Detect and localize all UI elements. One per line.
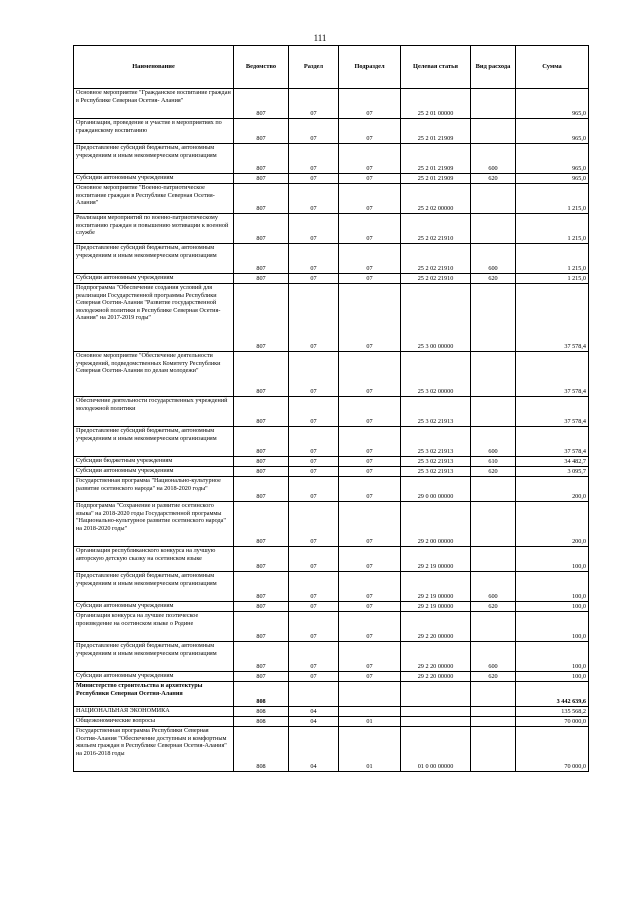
row-sum: 1 215,0	[516, 274, 589, 284]
row-ministry: 807	[234, 547, 289, 572]
table-row	[74, 397, 589, 427]
row-subsection	[339, 707, 401, 717]
row-expense-type: 610	[471, 457, 516, 467]
row-subsection: 07	[339, 284, 401, 352]
row-name: Предоставление субсидий бюджетным, автономным учреждениям и иным некоммерческим организациям	[74, 144, 234, 174]
row-name: Предоставление субсидий бюджетным, автономным учреждениям и иным некоммерческим организациям	[74, 244, 234, 274]
row-sum: 135 568,2	[516, 707, 589, 717]
budget-table	[73, 45, 589, 772]
row-ministry: 807	[234, 274, 289, 284]
row-expense-type: 620	[471, 174, 516, 184]
row-name: Субсидии автономным учреждениям	[74, 672, 234, 682]
row-target	[401, 707, 471, 717]
row-target: 25 2 02 00000	[401, 184, 471, 214]
row-name: Государственная программа Республики Северная Осетия-Алания "Обеспечение доступным и комфортным жильем граждан в Республике Северная Осетия-Алания" на 2016-2018 годы	[74, 727, 234, 772]
row-ministry: 807	[234, 572, 289, 602]
row-expense-type	[471, 682, 516, 707]
row-section: 04	[289, 707, 339, 717]
row-ministry: 807	[234, 467, 289, 477]
row-ministry: 808	[234, 682, 289, 707]
table-row	[74, 284, 589, 352]
row-target: 25 2 01 21909	[401, 174, 471, 184]
row-section: 07	[289, 274, 339, 284]
row-target: 29 2 20 00000	[401, 642, 471, 672]
row-expense-type	[471, 352, 516, 397]
row-target: 29 2 19 00000	[401, 547, 471, 572]
row-name: Подпрограмма "Сохранение и развитие осетинского языка" на 2018-2020 годы Государственной программы "Национально-культурное развитие осетинского народа" на 2018-2020 годы"	[74, 502, 234, 547]
row-expense-type: 600	[471, 244, 516, 274]
row-section: 07	[289, 612, 339, 642]
row-name: Субсидии автономным учреждениям	[74, 174, 234, 184]
row-name: Государственная программа "Национально-культурное развитие осетинского народа" на 2018-2020 годы"	[74, 477, 234, 502]
row-target: 25 3 02 21913	[401, 467, 471, 477]
table-row	[74, 602, 589, 612]
row-target: 29 2 00 00000	[401, 502, 471, 547]
row-sum: 37 578,4	[516, 397, 589, 427]
row-sum: 1 215,0	[516, 184, 589, 214]
row-subsection: 07	[339, 214, 401, 244]
row-ministry: 807	[234, 174, 289, 184]
header-target: Целевая статья	[401, 46, 471, 89]
row-ministry: 807	[234, 119, 289, 144]
row-sum: 100,0	[516, 672, 589, 682]
row-section: 07	[289, 572, 339, 602]
row-expense-type: 620	[471, 672, 516, 682]
row-subsection: 07	[339, 672, 401, 682]
table-row	[74, 457, 589, 467]
row-target: 25 2 01 21909	[401, 119, 471, 144]
row-ministry: 808	[234, 707, 289, 717]
row-target: 29 2 19 00000	[401, 572, 471, 602]
header-sum: Сумма	[516, 46, 589, 89]
row-section: 07	[289, 284, 339, 352]
row-expense-type	[471, 284, 516, 352]
row-subsection: 07	[339, 477, 401, 502]
row-section: 07	[289, 547, 339, 572]
row-ministry: 807	[234, 89, 289, 119]
row-section: 07	[289, 602, 339, 612]
row-subsection: 07	[339, 144, 401, 174]
row-section: 07	[289, 477, 339, 502]
row-subsection: 01	[339, 717, 401, 727]
row-ministry: 807	[234, 672, 289, 682]
row-section: 07	[289, 427, 339, 457]
row-target: 29 0 00 00000	[401, 477, 471, 502]
row-name: Организация конкурса на лучшее поэтическое произведение на осетинском языке о Родине	[74, 612, 234, 642]
table-row	[74, 214, 589, 244]
row-ministry: 807	[234, 642, 289, 672]
row-target: 25 3 02 21913	[401, 457, 471, 467]
table-row	[74, 502, 589, 547]
row-name: Субсидии автономным учреждениям	[74, 467, 234, 477]
row-expense-type: 600	[471, 572, 516, 602]
row-target: 25 3 02 00000	[401, 352, 471, 397]
row-subsection: 07	[339, 89, 401, 119]
row-target: 25 2 02 21910	[401, 244, 471, 274]
row-subsection: 07	[339, 572, 401, 602]
row-section: 04	[289, 717, 339, 727]
row-section: 07	[289, 502, 339, 547]
row-expense-type	[471, 717, 516, 727]
row-section: 07	[289, 467, 339, 477]
row-ministry: 807	[234, 214, 289, 244]
row-target: 25 2 02 21910	[401, 274, 471, 284]
header-ministry: Ведомство	[234, 46, 289, 89]
row-section: 07	[289, 397, 339, 427]
table-row	[74, 642, 589, 672]
table-row	[74, 547, 589, 572]
row-subsection: 07	[339, 352, 401, 397]
table-row	[74, 467, 589, 477]
row-section: 07	[289, 352, 339, 397]
row-ministry: 807	[234, 184, 289, 214]
table-row	[74, 89, 589, 119]
row-subsection: 07	[339, 184, 401, 214]
row-subsection	[339, 682, 401, 707]
row-expense-type	[471, 214, 516, 244]
row-name: Реализация мероприятий по военно-патриотическому воспитанию граждан и повышению мотивации к военной службе	[74, 214, 234, 244]
row-name: Подпрограмма "Обеспечение создания условий для реализации Государственной программы Республики Северная Осетия-Алания "Развитие государственной молодежной политики в Республике Северная Осетия-Алания" на 2017-2019 годы"	[74, 284, 234, 352]
row-name: Основное мероприятие "Военно-патриотическое воспитание граждан в Республике Северная Осетия- Алания"	[74, 184, 234, 214]
table-row	[74, 427, 589, 457]
row-name: Предоставление субсидий бюджетным, автономным учреждениям и иным некоммерческим организациям	[74, 642, 234, 672]
row-ministry: 807	[234, 352, 289, 397]
row-name: Основное мероприятие "Обеспечение деятельности учреждений, подведомственных Комитету Республики Северная Осетия-Алания по делам молодежи"	[74, 352, 234, 397]
row-expense-type: 600	[471, 427, 516, 457]
row-name: Общеэкономические вопросы	[74, 717, 234, 727]
row-expense-type	[471, 397, 516, 427]
table-row	[74, 682, 589, 707]
row-sum: 37 578,4	[516, 352, 589, 397]
row-name: Организация, проведение и участие в мероприятиях по гражданскому воспитанию	[74, 119, 234, 144]
row-subsection: 07	[339, 602, 401, 612]
row-subsection: 07	[339, 467, 401, 477]
row-sum: 200,0	[516, 477, 589, 502]
table-row	[74, 174, 589, 184]
row-ministry: 807	[234, 602, 289, 612]
row-name: Предоставление субсидий бюджетным, автономным учреждениям и иным некоммерческим организациям	[74, 572, 234, 602]
row-section	[289, 682, 339, 707]
table-row	[74, 119, 589, 144]
row-expense-type	[471, 727, 516, 772]
row-expense-type	[471, 547, 516, 572]
row-target: 25 3 02 21913	[401, 397, 471, 427]
row-sum: 100,0	[516, 642, 589, 672]
row-sum: 965,0	[516, 174, 589, 184]
row-name: Министерство строительства и архитектуры Республики Северная Осетия-Алания	[74, 682, 234, 707]
row-name: Организация республиканского конкурса на лучшую авторскую детскую сказку на осетинском языке	[74, 547, 234, 572]
table-row	[74, 727, 589, 772]
table-row	[74, 477, 589, 502]
row-target: 29 2 19 00000	[401, 602, 471, 612]
row-expense-type: 600	[471, 144, 516, 174]
table-row	[74, 352, 589, 397]
table-row	[74, 244, 589, 274]
row-section: 07	[289, 457, 339, 467]
row-name: Субсидии автономным учреждениям	[74, 274, 234, 284]
row-sum: 37 578,4	[516, 427, 589, 457]
row-name: Предоставление субсидий бюджетным, автономным учреждениям и иным некоммерческим организациям	[74, 427, 234, 457]
row-expense-type	[471, 612, 516, 642]
row-section: 07	[289, 89, 339, 119]
header-name: Наименование	[74, 46, 234, 89]
row-ministry: 807	[234, 477, 289, 502]
row-sum: 1 215,0	[516, 214, 589, 244]
row-name: Основное мероприятие "Гражданское воспитание граждан в Республике Северная Осетия- Алания"	[74, 89, 234, 119]
row-expense-type	[471, 502, 516, 547]
row-subsection: 07	[339, 642, 401, 672]
row-subsection: 07	[339, 612, 401, 642]
row-sum: 100,0	[516, 602, 589, 612]
row-section: 07	[289, 184, 339, 214]
row-name: Обеспечение деятельности государственных учреждений молодежной политики	[74, 397, 234, 427]
row-sum: 100,0	[516, 612, 589, 642]
row-expense-type	[471, 119, 516, 144]
row-ministry: 807	[234, 457, 289, 467]
row-expense-type: 620	[471, 274, 516, 284]
row-expense-type	[471, 477, 516, 502]
row-expense-type: 600	[471, 642, 516, 672]
row-sum: 3 442 639,6	[516, 682, 589, 707]
row-subsection: 07	[339, 274, 401, 284]
row-sum: 965,0	[516, 89, 589, 119]
row-ministry: 807	[234, 502, 289, 547]
row-expense-type	[471, 184, 516, 214]
row-sum: 965,0	[516, 144, 589, 174]
row-target: 29 2 20 00000	[401, 672, 471, 682]
row-target: 29 2 20 00000	[401, 612, 471, 642]
table-row	[74, 274, 589, 284]
row-subsection: 07	[339, 119, 401, 144]
row-expense-type	[471, 89, 516, 119]
row-sum: 1 215,0	[516, 244, 589, 274]
row-target: 25 2 01 00000	[401, 89, 471, 119]
row-ministry: 807	[234, 144, 289, 174]
row-expense-type	[471, 707, 516, 717]
row-subsection: 07	[339, 174, 401, 184]
row-section: 04	[289, 727, 339, 772]
row-ministry: 807	[234, 284, 289, 352]
row-subsection: 07	[339, 244, 401, 274]
row-section: 07	[289, 144, 339, 174]
table-row	[74, 612, 589, 642]
row-target: 01 0 00 00000	[401, 727, 471, 772]
row-name: Субсидии автономным учреждениям	[74, 602, 234, 612]
row-section: 07	[289, 672, 339, 682]
table-row	[74, 672, 589, 682]
row-section: 07	[289, 174, 339, 184]
page-number: 111	[313, 33, 327, 43]
table-row	[74, 707, 589, 717]
row-sum: 200,0	[516, 502, 589, 547]
row-subsection: 07	[339, 457, 401, 467]
header-subsection: Подраздел	[339, 46, 401, 89]
header-expense-type: Вид расхода	[471, 46, 516, 89]
row-section: 07	[289, 244, 339, 274]
row-target: 25 3 00 00000	[401, 284, 471, 352]
row-ministry: 808	[234, 717, 289, 727]
row-ministry: 807	[234, 427, 289, 457]
table-row	[74, 144, 589, 174]
table-row	[74, 572, 589, 602]
row-target: 25 2 02 21910	[401, 214, 471, 244]
row-ministry: 807	[234, 397, 289, 427]
row-sum: 100,0	[516, 547, 589, 572]
row-name: НАЦИОНАЛЬНАЯ ЭКОНОМИКА	[74, 707, 234, 717]
row-subsection: 07	[339, 502, 401, 547]
row-section: 07	[289, 119, 339, 144]
row-name: Субсидии бюджетным учреждениям	[74, 457, 234, 467]
row-sum: 965,0	[516, 119, 589, 144]
row-subsection: 07	[339, 427, 401, 457]
table-row	[74, 184, 589, 214]
row-sum: 34 482,7	[516, 457, 589, 467]
row-target	[401, 682, 471, 707]
table-header-row	[74, 46, 589, 89]
row-sum: 37 578,4	[516, 284, 589, 352]
header-section: Раздел	[289, 46, 339, 89]
row-expense-type: 620	[471, 467, 516, 477]
row-sum: 70 000,0	[516, 727, 589, 772]
row-target: 25 2 01 21909	[401, 144, 471, 174]
row-section: 07	[289, 214, 339, 244]
row-ministry: 808	[234, 727, 289, 772]
row-sum: 100,0	[516, 572, 589, 602]
row-section: 07	[289, 642, 339, 672]
row-sum: 3 095,7	[516, 467, 589, 477]
row-target: 25 3 02 21913	[401, 427, 471, 457]
row-sum: 70 000,0	[516, 717, 589, 727]
row-target	[401, 717, 471, 727]
row-expense-type: 620	[471, 602, 516, 612]
row-subsection: 07	[339, 547, 401, 572]
row-subsection: 01	[339, 727, 401, 772]
row-ministry: 807	[234, 244, 289, 274]
row-subsection: 07	[339, 397, 401, 427]
table-row	[74, 717, 589, 727]
table-body	[74, 89, 589, 772]
row-ministry: 807	[234, 612, 289, 642]
